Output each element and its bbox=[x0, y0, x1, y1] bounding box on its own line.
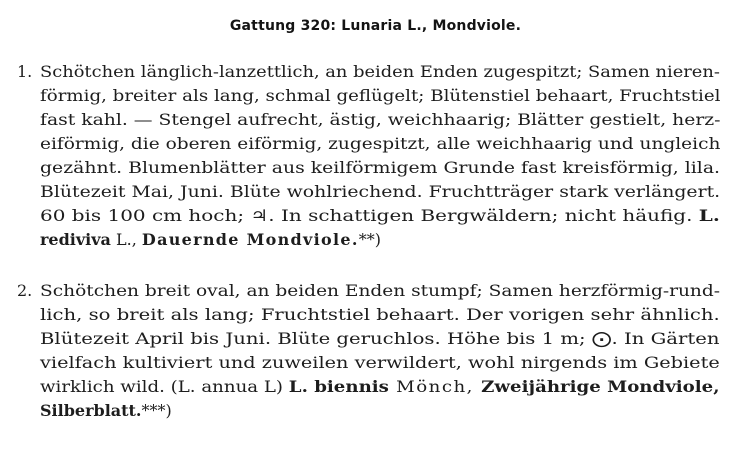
text-segment: eiförmig, die oberen eiförmig, zugespitzt, alle weichhaarig und ungleich bbox=[40, 134, 721, 153]
text-segment: Schötchen breit oval, an beiden Enden stumpf; Samen herzförmig-rund- bbox=[40, 281, 721, 300]
text-line bbox=[40, 228, 381, 252]
text-segment: vielfach kultiviert und zuweilen verwildert, wohl nirgends im Gebiete bbox=[40, 353, 720, 372]
text-segment: Blütezeit Mai, Juni. Blüte wohlriechend. Fruchtträger stark verlängert. bbox=[40, 182, 721, 201]
text-segment: Mönch, bbox=[388, 377, 482, 396]
text-segment: L., bbox=[110, 230, 142, 249]
text-segment: **) bbox=[358, 230, 381, 249]
bold-text: L. biennis bbox=[288, 377, 389, 396]
text-segment: förmig, breiter als lang, schmal geflügelt; Blütenstiel behaart, Fruchtstiel bbox=[40, 86, 721, 105]
text-line bbox=[40, 132, 720, 156]
text-line bbox=[40, 180, 720, 204]
text-line bbox=[40, 84, 720, 108]
bold-text: Dauernde Mondviole. bbox=[141, 230, 359, 249]
text-line bbox=[40, 327, 720, 351]
text-segment: fast kahl. — Stengel aufrecht, ästig, weichhaarig; Blätter gestielt, herz- bbox=[40, 110, 721, 129]
text-line bbox=[40, 204, 720, 228]
text-line bbox=[40, 60, 720, 84]
entry-number: 2. bbox=[17, 281, 33, 300]
text-segment: Schötchen länglich-lanzettlich, an beiden Enden zugespitzt; Samen nieren- bbox=[40, 62, 720, 81]
genus-heading: Gattung 320: Lunaria L., Mondviole. bbox=[229, 18, 522, 34]
text-line bbox=[40, 156, 720, 180]
text-segment: ***) bbox=[141, 401, 172, 420]
bold-text: Silberblatt. bbox=[40, 401, 142, 420]
text-segment: Blütezeit April bis Juni. Blüte geruchlos. Höhe bis 1 m; ⨀. In Gärten bbox=[40, 329, 720, 348]
text-segment: 60 bis 100 cm hoch; ♃. In schattigen Bergwäldern; nicht häufig. bbox=[40, 206, 699, 225]
text-line bbox=[40, 108, 721, 132]
text-line bbox=[40, 279, 720, 303]
text-line bbox=[40, 375, 720, 399]
bold-text: rediviva bbox=[40, 230, 111, 249]
text-line bbox=[40, 303, 720, 327]
text-line bbox=[40, 351, 720, 375]
text-segment: gezähnt. Blumenblätter aus keilförmigem Grunde fast kreisförmig, lila. bbox=[40, 158, 721, 177]
text-segment: wirklich wild. (L. annua L) bbox=[40, 377, 289, 396]
text-line bbox=[40, 399, 172, 423]
bold-text: Zweijährige Mondviole, bbox=[481, 377, 720, 396]
bold-text: L. bbox=[698, 206, 720, 225]
text-segment: lich, so breit als lang; Fruchtstiel behaart. Der vorigen sehr ähnlich. bbox=[40, 305, 720, 324]
entry-number: 1. bbox=[17, 62, 33, 81]
